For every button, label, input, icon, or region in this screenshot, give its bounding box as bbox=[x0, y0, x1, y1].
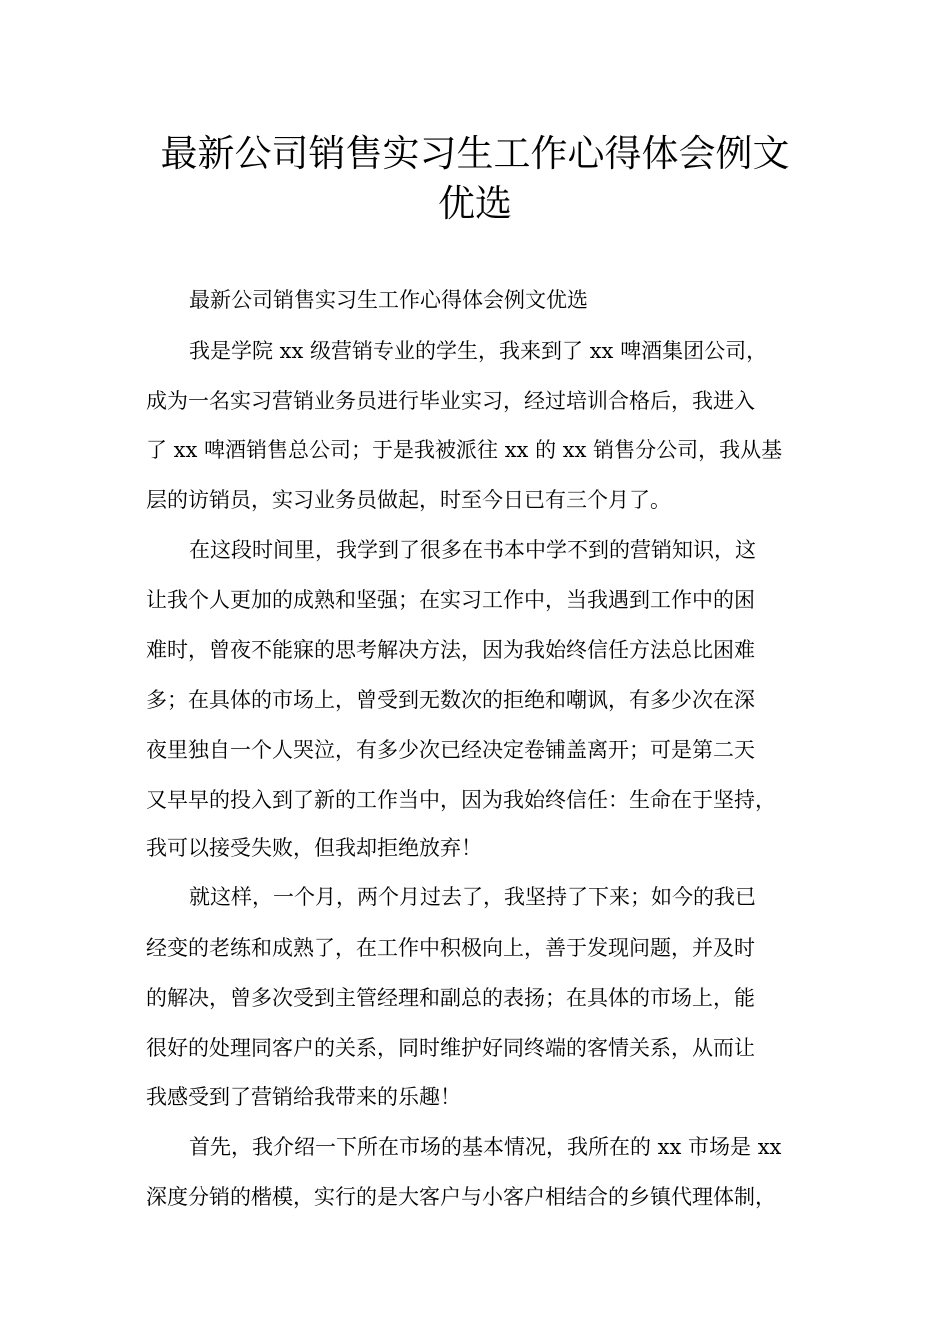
text-line: 多；在具体的市场上，曾受到无数次的拒绝和嘲讽，有多少次在深 bbox=[146, 688, 755, 712]
text-line: 了 xx 啤酒销售总公司；于是我被派往 xx 的 xx 销售分公司，我从基 bbox=[146, 438, 783, 462]
text-line: 夜里独自一个人哭泣，有多少次已经决定卷铺盖离开；可是第二天 bbox=[146, 738, 755, 762]
text-line: 深度分销的楷模，实行的是大客户与小客户相结合的乡镇代理体制， bbox=[146, 1185, 776, 1209]
subtitle-line: 最新公司销售实习生工作心得体会例文优选 bbox=[189, 288, 588, 312]
text-line: 在这段时间里，我学到了很多在书本中学不到的营销知识，这 bbox=[189, 538, 756, 562]
text-line: 我可以接受失败，但我却拒绝放弃！ bbox=[146, 836, 482, 860]
document-title-line-1: 最新公司销售实习生工作心得体会例文 bbox=[160, 132, 790, 175]
text-line: 经变的老练和成熟了，在工作中积极向上，善于发现问题，并及时 bbox=[146, 936, 755, 960]
text-line: 很好的处理同客户的关系，同时维护好同终端的客情关系，从而让 bbox=[146, 1036, 755, 1060]
text-line: 难时，曾夜不能寐的思考解决方法，因为我始终信任方法总比困难 bbox=[146, 638, 755, 662]
text-line: 首先，我介绍一下所在市场的基本情况，我所在的 xx 市场是 xx bbox=[189, 1135, 782, 1159]
text-line: 我是学院 xx 级营销专业的学生，我来到了 xx 啤酒集团公司， bbox=[189, 339, 768, 363]
text-line: 成为一名实习营销业务员进行毕业实习，经过培训合格后，我进入 bbox=[146, 389, 755, 413]
text-line: 的解决，曾多次受到主管经理和副总的表扬；在具体的市场上，能 bbox=[146, 986, 755, 1010]
text-line: 层的访销员，实习业务员做起，时至今日已有三个月了。 bbox=[146, 488, 671, 512]
text-line: 就这样，一个月，两个月过去了，我坚持了下来；如今的我已 bbox=[189, 885, 756, 909]
document-title-line-2: 优选 bbox=[438, 182, 512, 225]
text-line: 又早早的投入到了新的工作当中，因为我始终信任：生命在于坚持， bbox=[146, 788, 776, 812]
text-line: 让我个人更加的成熟和坚强；在实习工作中，当我遇到工作中的困 bbox=[146, 588, 755, 612]
text-line: 我感受到了营销给我带来的乐趣！ bbox=[146, 1085, 461, 1109]
